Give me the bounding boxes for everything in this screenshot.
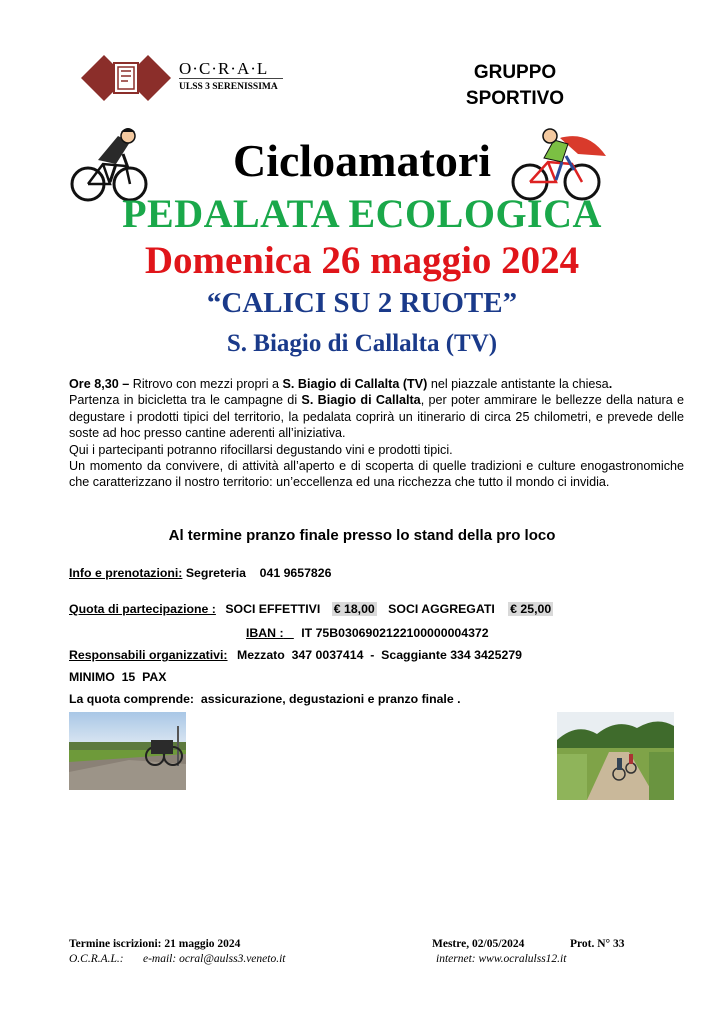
price-aggregati: € 25,00 (510, 602, 552, 616)
meeting-dot: . (608, 377, 613, 391)
departure-text-a: Partenza in bicicletta tra le campagne di (69, 393, 302, 408)
info-row (69, 566, 331, 580)
paragraph-moment: Un momento da convivere, di attività all’aperto e di scoperta di quelle tradizioni e culture enogastronomiche che caratterizzano il nostro territorio: un’eccellenza ed una ricchezza che tutto il mondo ci invidia. (69, 459, 684, 490)
meeting-time: Ore 8,30 – (69, 377, 130, 391)
logo-divider (179, 78, 283, 79)
departure-text-b: , per poter ammirare le bellezze della natura e degustare i prodotti tipici del territorio, la pedalata coprirà un itinerario di circa 25 chilometri, e prevede delle soste ad hoc presso cantine aderenti all’iniziativa. (69, 393, 685, 441)
footer-email: e-mail: ocral@aulss3.veneto.it (143, 953, 286, 965)
responsabili-row (69, 648, 522, 662)
event-location: S. Biagio di Callalta (TV) (226, 330, 498, 357)
footer-prot: Prot. N° 33 (570, 938, 625, 950)
group-title-line-2: SPORTIVO (465, 88, 565, 109)
quota-row (69, 602, 553, 616)
logo-name: O·C·R·A·L (179, 59, 269, 78)
meeting-text-a: Ritrovo con mezzi propri a (129, 377, 283, 391)
responsabili-label: Responsabili organizzativi: (69, 648, 228, 662)
info-value: Segreteria 041 9657826 (182, 566, 332, 580)
iban-row (246, 626, 489, 640)
description (69, 376, 684, 491)
departure-place: S. Biagio di Callalta (301, 393, 421, 408)
footer-termine: Termine iscrizioni: 21 maggio 2024 (69, 938, 241, 950)
photo-bikes-roadside (69, 712, 186, 790)
footer-place-date: Mestre, 02/05/2024 (432, 938, 525, 950)
meeting-text-b: nel piazzale antistante la chiesa (427, 377, 609, 391)
soci-effettivi-label: SOCI EFFETTIVI (225, 602, 321, 616)
minimo-pax: MINIMO 15 PAX (69, 670, 167, 684)
iban-value: IT 75B0306902122100000004372 (301, 626, 489, 640)
footer-internet: internet: www.ocralulss12.it (436, 953, 567, 965)
title: Cicloamatori (232, 135, 492, 186)
ocral-logo-emblem-icon (78, 52, 174, 104)
footer-ocral: O.C.R.A.L.: (69, 953, 124, 965)
event-name: “CALICI SU 2 RUOTE” (206, 287, 518, 319)
final-lunch-note: Al termine pranzo finale presso lo stand della pro loco (168, 527, 556, 544)
responsabili-value: Mezzato 347 0037414 - Scaggiante 334 3425279 (236, 648, 523, 662)
paragraph-departure (69, 392, 684, 441)
subtitle: PEDALATA ECOLOGICA (122, 191, 602, 236)
info-label: Info e prenotazioni: (69, 566, 183, 580)
quota-comprende: La quota comprende: assicurazione, degustazioni e pranzo finale . (69, 692, 461, 706)
ocral-logo (78, 52, 288, 104)
soci-aggregati-label: SOCI AGGREGATI (388, 602, 495, 616)
paragraph-refreshment: Qui i partecipanti potranno rifocillarsi degustando vini e prodotti tipici. (69, 442, 453, 457)
iban-gap (284, 626, 294, 640)
photo-cyclists-path (557, 712, 674, 800)
group-title-line-1: GRUPPO (473, 62, 557, 83)
price-effettivi: € 18,00 (333, 602, 375, 616)
event-date: Domenica 26 maggio 2024 (144, 239, 580, 282)
logo-subtitle: ULSS 3 SERENISSIMA (179, 82, 278, 92)
meeting-place: S. Biagio di Callalta (TV) (282, 377, 428, 391)
iban-label: IBAN : (246, 626, 284, 640)
quota-label: Quota di partecipazione : (69, 602, 216, 616)
paragraph-meeting (69, 376, 684, 392)
group-title (440, 60, 590, 112)
